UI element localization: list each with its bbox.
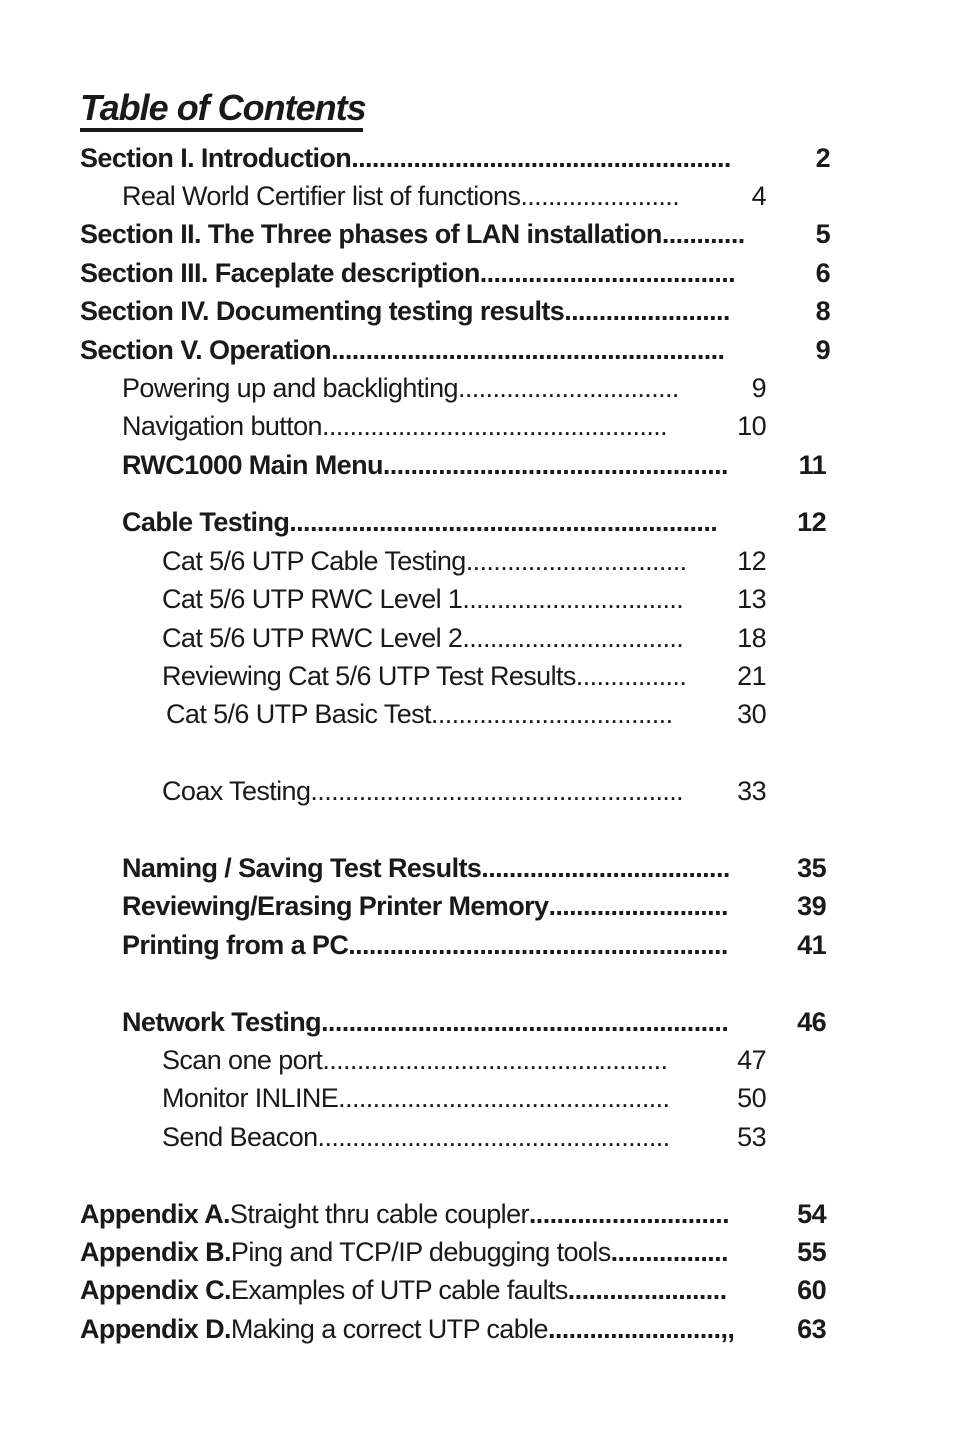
toc-entry-main-menu[interactable] bbox=[122, 446, 826, 484]
toc-entry-reviewing-results[interactable] bbox=[162, 657, 766, 695]
toc-entry-printer-memory[interactable] bbox=[122, 887, 826, 925]
toc-entry-cable-testing[interactable] bbox=[122, 503, 826, 541]
toc-entry-monitor-inline[interactable] bbox=[162, 1079, 766, 1117]
toc-page-number: 5 bbox=[815, 219, 830, 249]
toc-page-number: 2 bbox=[815, 143, 830, 173]
toc-entry-appendix-b[interactable] bbox=[80, 1233, 826, 1271]
toc-leader-dots: .................................................. bbox=[322, 1045, 668, 1075]
toc-entry-label: Section III. Faceplate description bbox=[80, 258, 480, 288]
toc-leader-dots: ................................ bbox=[462, 584, 684, 614]
appendix-label: Appendix C. bbox=[80, 1275, 231, 1305]
toc-entry-label: Reviewing/Erasing Printer Memory bbox=[122, 891, 549, 921]
toc-leader-dots: ................. bbox=[610, 1237, 728, 1267]
toc-leader-dots: ............................. bbox=[528, 1199, 730, 1229]
toc-entry-label: Cat 5/6 UTP Basic Test bbox=[166, 699, 431, 729]
toc-entry-appendix-a[interactable] bbox=[80, 1195, 826, 1233]
toc-entry-section-1[interactable] bbox=[80, 139, 830, 177]
toc-page-number: 39 bbox=[797, 891, 826, 921]
toc-entry-label: Cat 5/6 UTP Cable Testing bbox=[162, 546, 466, 576]
toc-page-number: 9 bbox=[751, 373, 766, 403]
appendix-label: Appendix B. bbox=[80, 1237, 231, 1267]
toc-page-number: 54 bbox=[797, 1199, 826, 1229]
appendix-label: Appendix A. bbox=[80, 1199, 230, 1229]
toc-leader-dots: ......................................................... bbox=[331, 335, 725, 365]
toc-entry-label: Send Beacon bbox=[162, 1122, 318, 1152]
toc-leader-dots: ........................................................... bbox=[321, 1007, 729, 1037]
toc-leader-dots: ....................................................... bbox=[351, 143, 731, 173]
toc-entry-label: Section I. Introduction bbox=[80, 143, 352, 173]
toc-entry-powering-up[interactable] bbox=[122, 369, 766, 407]
toc-leader-dots: .......................... bbox=[548, 891, 728, 921]
toc-leader-dots: ................................................... bbox=[317, 1122, 670, 1152]
toc-leader-dots: ....................... bbox=[567, 1275, 727, 1305]
toc-entry-label: Cat 5/6 UTP RWC Level 1 bbox=[162, 584, 463, 614]
toc-page-number: 46 bbox=[797, 1007, 826, 1037]
toc-page-number: 55 bbox=[797, 1237, 826, 1267]
appendix-title: Ping and TCP/IP debugging tools bbox=[230, 1237, 611, 1267]
toc-page-number: 10 bbox=[737, 411, 766, 441]
toc-page-number: 8 bbox=[815, 296, 830, 326]
toc-entry-label: Naming / Saving Test Results bbox=[122, 853, 482, 883]
toc-leader-dots: .................................................. bbox=[382, 450, 728, 480]
toc-entry-label: Powering up and backlighting bbox=[122, 373, 458, 403]
toc-entry-network-testing[interactable] bbox=[122, 1003, 826, 1041]
toc-entry-label: RWC1000 Main Menu bbox=[122, 450, 383, 480]
toc-page-number: 47 bbox=[737, 1045, 766, 1075]
toc-entry-send-beacon[interactable] bbox=[162, 1118, 766, 1156]
toc-entry-appendix-d[interactable] bbox=[80, 1310, 826, 1348]
toc-entry-label: Section II. The Three phases of LAN installation bbox=[80, 219, 662, 249]
toc-page-number: 60 bbox=[797, 1275, 826, 1305]
toc-leader-dots: .................................... bbox=[481, 853, 730, 883]
toc-leader-dots: ..................................... bbox=[479, 258, 736, 288]
toc-entry-functions-list[interactable] bbox=[122, 177, 766, 215]
toc-page-number: 12 bbox=[797, 507, 826, 537]
toc-leader-dots: ...................................................... bbox=[310, 776, 684, 806]
toc-page-number: 18 bbox=[737, 623, 766, 653]
toc-leader-dots: ................................... bbox=[430, 699, 673, 729]
appendix-title: Making a correct UTP cable bbox=[230, 1314, 548, 1344]
toc-page-number: 63 bbox=[797, 1314, 826, 1344]
toc-entry-label: Cable Testing bbox=[122, 507, 290, 537]
toc-leader-dots: ................................................ bbox=[338, 1083, 670, 1113]
toc-page-number: 35 bbox=[797, 853, 826, 883]
toc-leader-dots: .............................................................. bbox=[289, 507, 718, 537]
toc-leader-dots: .........................,, bbox=[547, 1314, 735, 1344]
toc-page-number: 33 bbox=[737, 776, 766, 806]
toc-entry-label: Section V. Operation bbox=[80, 335, 332, 365]
toc-page-number: 30 bbox=[737, 699, 766, 729]
page-title: Table of Contents bbox=[80, 87, 366, 128]
appendix-title: Examples of UTP cable faults bbox=[230, 1275, 568, 1305]
toc-leader-dots: ........................ bbox=[564, 296, 730, 326]
toc-page-number: 53 bbox=[737, 1122, 766, 1152]
toc-entry-printing-from-pc[interactable] bbox=[122, 926, 826, 964]
appendix-label: Appendix D. bbox=[80, 1314, 231, 1344]
toc-leader-dots: ................................ bbox=[457, 373, 679, 403]
toc-entry-label: Monitor INLINE bbox=[162, 1083, 339, 1113]
toc-page-number: 21 bbox=[737, 661, 766, 691]
toc-page-number: 41 bbox=[797, 930, 826, 960]
toc-entry-section-2[interactable] bbox=[80, 215, 830, 253]
toc-page-number: 12 bbox=[737, 546, 766, 576]
toc-entry-label: Scan one port bbox=[162, 1045, 323, 1075]
toc-entry-label: Reviewing Cat 5/6 UTP Test Results bbox=[162, 661, 576, 691]
toc-entry-naming-saving[interactable] bbox=[122, 849, 826, 887]
toc-entry-label: Printing from a PC bbox=[122, 930, 349, 960]
toc-page-number: 13 bbox=[737, 584, 766, 614]
toc-page-number: 9 bbox=[815, 335, 830, 365]
toc-entry-rwc-level-1[interactable] bbox=[162, 580, 766, 618]
toc-entry-label: Real World Certifier list of functions bbox=[122, 181, 521, 211]
toc-entry-appendix-c[interactable] bbox=[80, 1271, 826, 1309]
toc-entry-utp-cable-testing[interactable] bbox=[162, 542, 766, 580]
toc-entry-label: Navigation button bbox=[122, 411, 322, 441]
toc-entry-section-5[interactable] bbox=[80, 331, 830, 369]
toc-entry-label: Coax Testing bbox=[162, 776, 311, 806]
toc-entry-label: Section IV. Documenting testing results bbox=[80, 296, 565, 326]
toc-entry-section-3[interactable] bbox=[80, 254, 830, 292]
toc-page-number: 11 bbox=[798, 450, 826, 480]
toc-leader-dots: ................................ bbox=[462, 623, 684, 653]
toc-leader-dots: ................ bbox=[575, 661, 687, 691]
toc-entry-scan-one-port[interactable] bbox=[162, 1041, 766, 1079]
toc-entry-basic-test[interactable] bbox=[166, 695, 766, 733]
toc-page-number: 4 bbox=[751, 181, 766, 211]
appendix-title: Straight thru cable coupler bbox=[229, 1199, 529, 1229]
toc-page-number: 50 bbox=[737, 1083, 766, 1113]
toc-leader-dots: ............ bbox=[661, 219, 745, 249]
toc-leader-dots: ....................... bbox=[520, 181, 680, 211]
toc-entry-coax-testing[interactable] bbox=[162, 772, 766, 810]
toc-entry-label: Cat 5/6 UTP RWC Level 2 bbox=[162, 623, 463, 653]
toc-leader-dots: ................................ bbox=[465, 546, 687, 576]
toc-entry-navigation-button[interactable] bbox=[122, 407, 766, 445]
toc-leader-dots: .................................................. bbox=[321, 411, 668, 441]
title-underline bbox=[80, 128, 363, 132]
toc-entry-label: Network Testing bbox=[122, 1007, 322, 1037]
toc-entry-section-4[interactable] bbox=[80, 292, 830, 330]
toc-leader-dots: ....................................................... bbox=[348, 930, 728, 960]
toc-page-number: 6 bbox=[815, 258, 830, 288]
toc-entry-rwc-level-2[interactable] bbox=[162, 619, 766, 657]
